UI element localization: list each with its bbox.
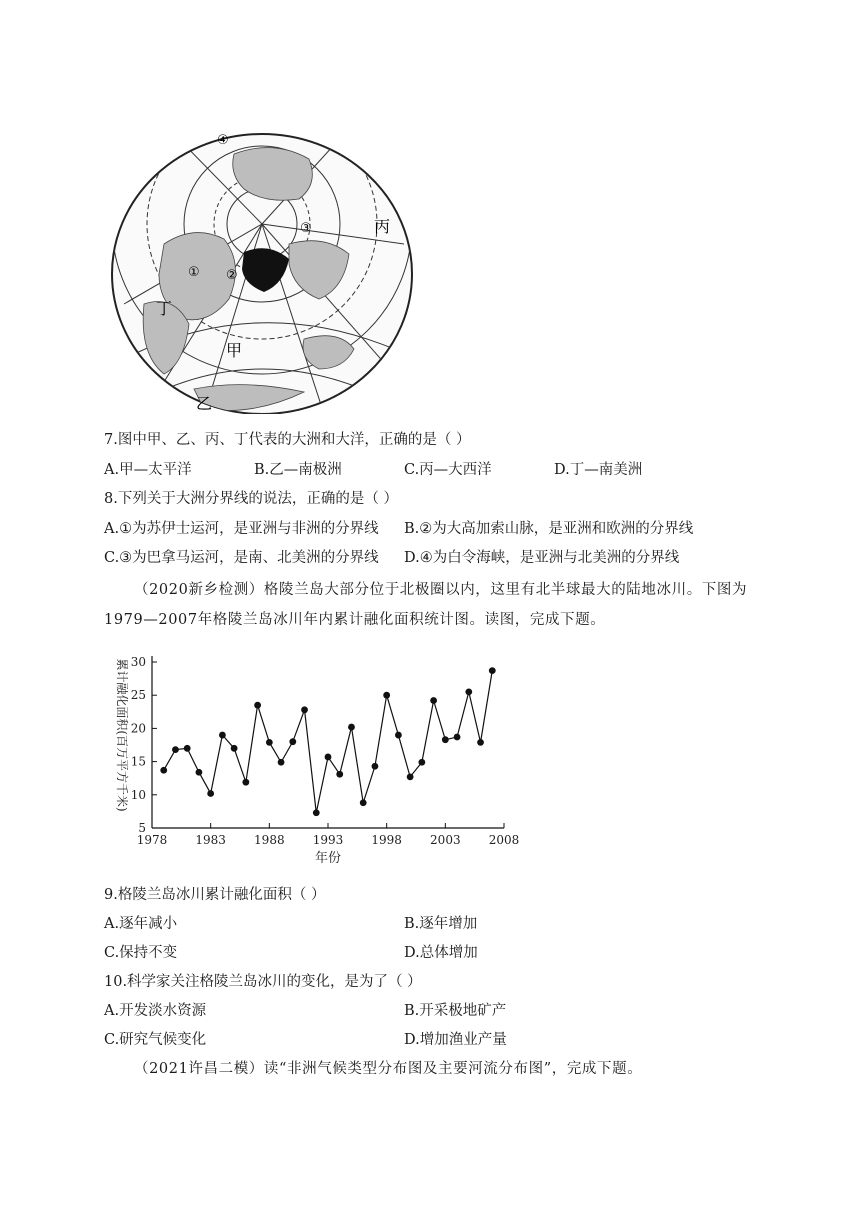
question-8-stem: 8.下列关于大洲分界线的说法，正确的是（ ）	[104, 491, 398, 507]
data-point	[477, 739, 484, 746]
data-point	[289, 738, 296, 745]
intro-paragraph-greenland: （2020新乡检测）格陵兰岛大部分位于北极圈以内，这里有北半球最大的陆地冰川。下图为1979—2007年格陵兰岛冰川年内累计融化面积统计图。读图，完成下题。	[104, 582, 748, 628]
data-point	[231, 745, 238, 752]
question-10-option-d[interactable]: D.增加渔业产量	[404, 1032, 507, 1048]
data-point	[207, 790, 214, 797]
y-tick-label: 20	[130, 721, 146, 736]
y-tick-label: 15	[130, 754, 146, 769]
series-points	[160, 667, 495, 816]
intro-paragraph-africa: （2021许昌二模）读“非洲气候类型分布图及主要河流分布图”，完成下题。	[134, 1061, 643, 1077]
question-7-stem: 7.图中甲、乙、丙、丁代表的大洲和大洋，正确的是（ ）	[104, 432, 471, 448]
question-8-option-d[interactable]: D.④为白令海峡，是亚洲与北美洲的分界线	[404, 550, 680, 566]
data-point	[430, 697, 437, 704]
label-ding: 丁	[156, 301, 173, 318]
data-point	[454, 734, 461, 741]
label-bing: 丙	[374, 219, 391, 236]
data-point	[254, 702, 261, 709]
data-point	[348, 724, 355, 731]
data-point	[219, 732, 226, 739]
y-tick-label: 10	[130, 787, 146, 802]
y-tick-label: 25	[130, 688, 146, 703]
data-point	[266, 739, 273, 746]
x-tick-label: 1998	[371, 833, 402, 847]
data-point	[172, 746, 179, 753]
question-9-option-a[interactable]: A.逐年减小	[104, 916, 178, 932]
question-8-option-b[interactable]: B.②为大高加索山脉，是亚洲和欧洲的分界线	[404, 521, 694, 537]
data-point	[407, 773, 414, 780]
question-7-option-a[interactable]: A.甲—太平洋	[104, 462, 192, 478]
marker-2: ②	[226, 268, 238, 283]
question-7-option-c[interactable]: C.丙—大西洋	[404, 462, 492, 478]
data-point	[442, 736, 449, 743]
marker-1: ①	[188, 265, 200, 280]
data-point	[383, 692, 390, 699]
question-10-stem: 10.科学家关注格陵兰岛冰川的变化，是为了（ ）	[104, 974, 422, 990]
data-point	[489, 667, 496, 674]
x-tick-label: 1988	[254, 833, 285, 847]
question-10-option-b[interactable]: B.开采极地矿产	[404, 1003, 507, 1019]
data-point	[278, 759, 285, 766]
data-point	[184, 745, 191, 752]
data-point	[360, 799, 367, 806]
question-8-option-a[interactable]: A.①为苏伊士运河，是亚洲与非洲的分界线	[104, 521, 379, 537]
question-7-option-b[interactable]: B.乙—南极洲	[254, 462, 342, 478]
question-9-option-d[interactable]: D.总体增加	[404, 945, 478, 961]
x-tick-label: 2003	[430, 833, 461, 847]
data-point	[313, 809, 320, 816]
question-10-option-c[interactable]: C.研究气候变化	[104, 1032, 207, 1048]
marker-3: ③	[300, 221, 312, 236]
label-yi: 乙	[196, 396, 213, 413]
x-tick-label: 1983	[195, 833, 226, 847]
y-tick-label: 30	[130, 655, 146, 669]
globe-grid	[104, 124, 420, 414]
y-tick-label: 5	[138, 821, 146, 835]
question-9-stem: 9.格陵兰岛冰川累计融化面积（ ）	[104, 887, 326, 903]
chart-axes	[152, 656, 504, 828]
data-point	[395, 732, 402, 739]
question-9-option-c[interactable]: C.保持不变	[104, 945, 178, 961]
data-point	[196, 769, 203, 776]
question-10-option-a[interactable]: A.开发淡水资源	[104, 1003, 207, 1019]
greenland-melt-chart	[104, 640, 534, 870]
x-tick-label: 1978	[136, 833, 168, 847]
question-7-option-d[interactable]: D.丁—南美洲	[554, 462, 643, 478]
data-point	[242, 779, 249, 786]
x-tick-label: 1993	[312, 833, 344, 847]
question-9-option-b[interactable]: B.逐年增加	[404, 916, 478, 932]
x-tick-label: 2008	[488, 833, 520, 847]
marker-4: ④	[217, 133, 229, 148]
x-axis-label: 年份	[314, 851, 342, 866]
data-point	[325, 754, 332, 761]
data-point	[336, 771, 343, 778]
y-axis-label: 累计融化面积(百万平方千米)	[115, 658, 129, 812]
label-jia: 甲	[226, 343, 243, 360]
data-point	[301, 706, 308, 713]
data-point	[160, 767, 167, 774]
data-point	[418, 759, 425, 766]
question-8-option-c[interactable]: C.③为巴拿马运河，是南、北美洲的分界线	[104, 550, 379, 566]
globe-map-figure	[104, 124, 420, 414]
data-point	[465, 688, 472, 695]
data-point	[372, 763, 379, 770]
